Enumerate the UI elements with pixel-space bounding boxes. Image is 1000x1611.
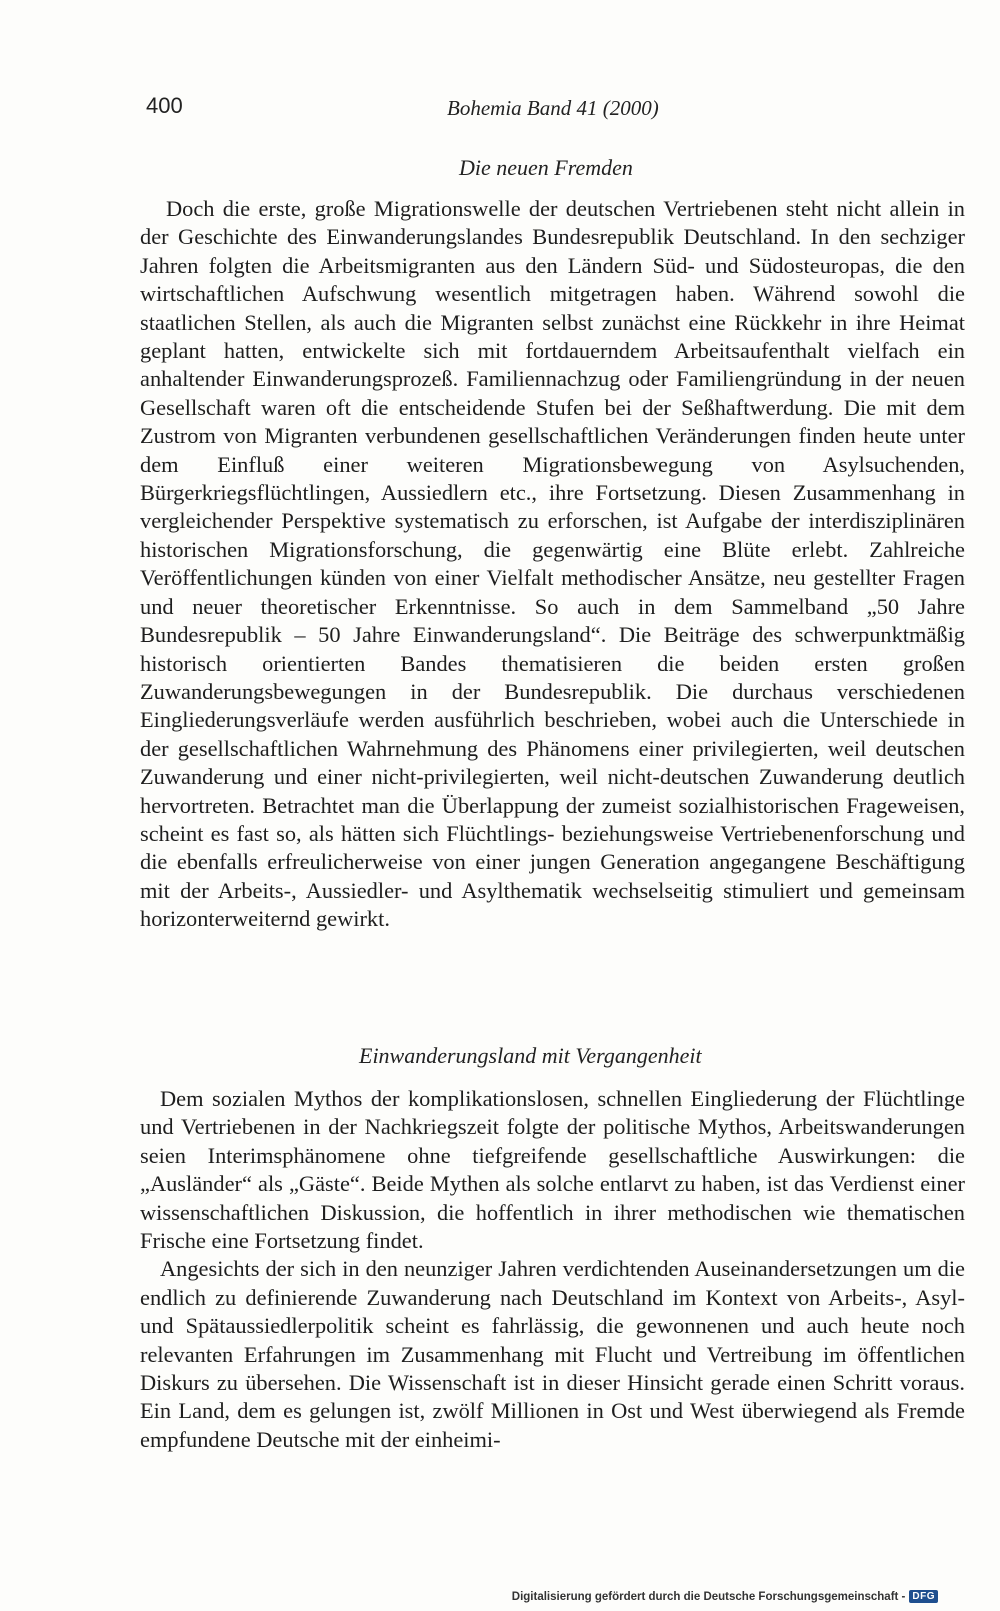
section-heading-einwanderungsland: Einwanderungsland mit Vergangenheit <box>359 1043 702 1068</box>
credit-text: Digitalisierung gefördert durch die Deutsche Forschungsgemeinschaft - <box>511 1590 906 1603</box>
paragraph: Dem sozialen Mythos der komplikationslosen, schnellen Eingliederung der Flüchtlinge und Vertriebenen in der Nachkriegszeit folgte der politische Mythos, Arbeitswanderungen seien Interimsphänomene ohne tiefgreifende gesellschaftliche Auswirkungen: die „Ausländer“ als „Gäste“. Beide Mythen als solche entlarvt zu haben, ist das Verdienst einer wissenschaftlichen Diskussion, die hoffentlich in ihrer methodischen wie thematischen Frische eine Fortsetzung findet. <box>140 1086 965 1254</box>
section-body-2 <box>140 1085 965 1454</box>
dfg-logo-icon: DFG <box>909 1590 938 1603</box>
section-heading-die-neuen-fremden: Die neuen Fremden <box>459 155 633 180</box>
running-head: Bohemia Band 41 (2000) <box>447 96 659 120</box>
paragraph: Doch die erste, große Migrationswelle der deutschen Vertriebenen steht nicht allein in der Geschichte des Einwanderungslandes Bundesrepublik Deutschland. In den sechziger Jahren folgten die Arbeitsmigranten aus den Ländern Süd- und Südosteuropas, die den wirtschaftlichen Aufschwung wesentlich mitgetragen haben. Während sowohl die staatlichen Stellen, als auch die Migranten selbst zunächst eine Rückkehr in ihre Heimat geplant hatten, entwickelte sich mit fortdauerndem Arbeitsaufenthalt vielfach ein anhaltender Einwanderungsprozeß. Familiennachzug oder Familiengründung in der neuen Gesellschaft waren oft die entscheidende Stufen bei der Seßhaftwerdung. Die mit dem Zustrom von Migranten verbundenen gesellschaftlichen Veränderungen finden heute unter dem Einfluß einer weiteren Migrationsbewegung von Asylsuchenden, Bürgerkriegsflüchtlingen, Aussiedlern etc., ihre Fortsetzung. Diesen Zusammenhang in vergleichender Perspektive systematisch zu erforschen, ist Aufgabe der interdisziplinären historischen Migrationsforschung, die gegenwärtig eine Blüte erlebt. Zahlreiche Veröffentlichungen künden von einer Vielfalt methodischer Ansätze, neu gestellter Fragen und neuer theoretischer Erkenntnisse. So auch in dem Sammelband „50 Jahre Bundesrepublik – 50 Jahre Einwanderungsland“. Die Beiträge des schwerpunktmäßig historisch orientierten Bandes thematisieren die beiden ersten großen Zuwanderungsbewegungen in der Bundesrepublik. Die durchaus verschiedenen Eingliederungsverläufe werden ausführlich beschrieben, wobei auch die Unterschiede in der gesellschaftlichen Wahrnehmung des Phänomens einer privilegierten, weil deutschen Zuwanderung und einer nicht-privilegierten, weil nicht-deutschen Zuwanderung deutlich hervortreten. Betrachtet man die Überlappung der zumeist sozialhistorischen Frageweisen, scheint es fast so, als hätten sich Flüchtlings- beziehungsweise Vertriebenenforschung und die ebenfalls erfreulicherweise von einer jungen Generation angegangene Beschäftigung mit der Arbeits-, Aussiedler- und Asylthematik wechselseitig stimuliert und gemeinsam horizonterweiternd gewirkt. <box>140 196 965 932</box>
digitization-credit <box>512 1590 938 1603</box>
page-number: 400 <box>146 93 183 118</box>
paragraph: Angesichts der sich in den neunziger Jahren verdichtenden Auseinandersetzungen um die endlich zu definierende Zuwanderung nach Deutschland im Kontext von Arbeits-, Asyl- und Spätaussiedlerpolitik scheint es fahrlässig, die gewonnenen und auch heute noch relevanten Erfahrungen im Zusammenhang mit Flucht und Vertreibung im öffentlichen Diskurs zu übersehen. Die Wissenschaft ist in dieser Hinsicht gerade einen Schritt voraus. Ein Land, dem es gelungen ist, zwölf Millionen in Ost und West überwiegend als Fremde empfundene Deutsche mit der einheimi- <box>140 1256 965 1452</box>
section-body-1 <box>140 195 965 934</box>
